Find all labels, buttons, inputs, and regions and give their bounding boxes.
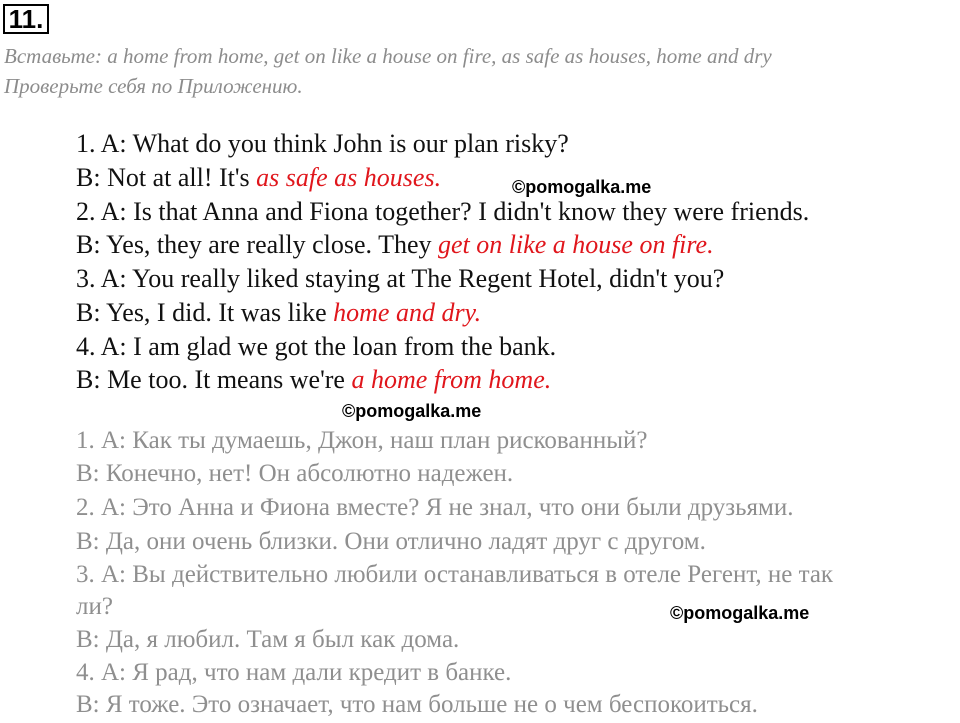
- russian-line: 1. А: Как ты думаешь, Джон, наш план рискованный?: [76, 427, 648, 454]
- english-line: [76, 196, 809, 228]
- russian-line: 2. А: Это Анна и Фиона вместе? Я не знал, что они были друзьями.: [76, 494, 794, 521]
- watermark: ©pomogalka.me: [670, 603, 810, 623]
- answer-text: home and dry.: [333, 298, 482, 327]
- exercise-number: 11.: [3, 4, 49, 34]
- instructions-line-1: Вставьте: a home from home, get on like a house on fire, as safe as houses, home and dry: [4, 44, 772, 68]
- english-line: [76, 162, 441, 194]
- russian-line: В: Конечно, нет! Он абсолютно надежен.: [76, 460, 514, 487]
- english-text: B: Me too. It means we're: [76, 365, 352, 394]
- english-line: [76, 364, 551, 396]
- english-text: 3. A: You really liked staying at The Regent Hotel, didn't you?: [76, 264, 725, 293]
- instructions-line-2: Проверьте себя по Приложению.: [4, 74, 303, 98]
- answer-text: as safe as houses.: [256, 163, 442, 192]
- english-line: [76, 263, 724, 295]
- english-text: 2. A: Is that Anna and Fiona together? I didn't know they were friends.: [76, 197, 810, 226]
- english-text: 1. A: What do you think John is our plan risky?: [76, 129, 569, 158]
- watermark: ©pomogalka.me: [512, 177, 652, 197]
- answer-text: get on like a house on fire.: [438, 230, 714, 259]
- english-text: B: Yes, I did. It was like: [76, 298, 334, 327]
- watermark: ©pomogalka.me: [342, 401, 482, 421]
- russian-line: ли?: [76, 593, 113, 620]
- english-line: [76, 331, 556, 363]
- russian-line: 4. А: Я рад, что нам дали кредит в банке.: [76, 659, 512, 686]
- russian-line: 3. А: Вы действительно любили останавливаться в отеле Регент, не так: [76, 561, 834, 588]
- english-line: [76, 297, 481, 329]
- english-line: [76, 128, 569, 160]
- english-text: B: Not at all! It's: [76, 163, 257, 192]
- russian-line: В: Да, я любил. Там я был как дома.: [76, 626, 460, 653]
- english-line: [76, 229, 714, 261]
- answer-text: a home from home.: [351, 365, 552, 394]
- english-text: 4. A: I am glad we got the loan from the bank.: [76, 332, 557, 361]
- russian-line: В: Я тоже. Это означает, что нам больше не о чем беспокоиться.: [76, 691, 758, 718]
- russian-line: В: Да, они очень близки. Они отлично ладят друг с другом.: [76, 528, 706, 555]
- english-text: B: Yes, they are really close. They: [76, 230, 438, 259]
